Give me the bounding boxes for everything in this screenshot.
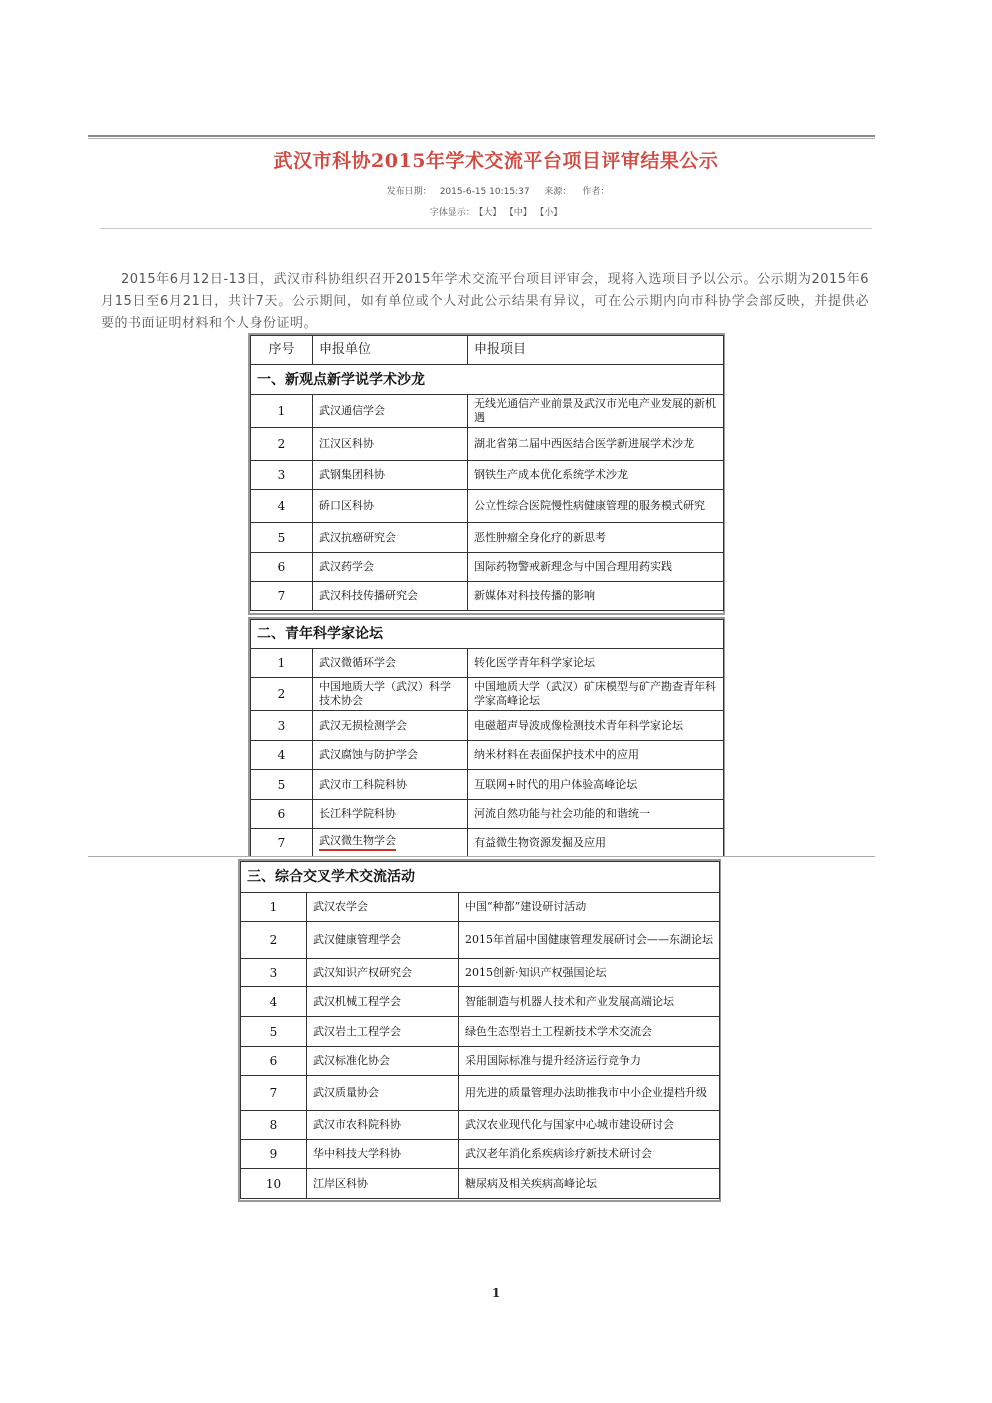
font-size-label: 字体显示： [429, 208, 475, 218]
results-table-part-2 [250, 619, 724, 857]
table-row [241, 922, 720, 959]
row-project: 互联网+时代的用户体验高峰论坛 [468, 770, 724, 800]
table-row [241, 1017, 720, 1047]
page-title: 武汉市科协2015年学术交流平台项目评审结果公示 [273, 150, 719, 172]
row-project: 国际药物警戒新理念与中国合理用药实践 [468, 553, 724, 582]
section-row [251, 620, 724, 649]
row-unit: 中国地质大学（武汉）科学技术协会 [313, 678, 468, 711]
row-project: 武汉老年消化系疾病诊疗新技术研讨会 [459, 1140, 720, 1169]
top-double-rule [88, 135, 875, 139]
row-unit: 武汉科技传播研究会 [313, 582, 468, 611]
row-no: 2 [251, 678, 313, 711]
row-no: 8 [241, 1111, 307, 1140]
row-project: 电磁超声导波成像检测技术青年科学家论坛 [468, 711, 724, 741]
row-no: 7 [241, 1076, 307, 1111]
page-number: 1 [491, 1286, 501, 1300]
row-no: 5 [251, 770, 313, 800]
row-no: 10 [241, 1169, 307, 1199]
row-no: 2 [251, 428, 313, 461]
row-project: 武汉农业现代化与国家中心城市建设研讨会 [459, 1111, 720, 1140]
row-unit: 武汉通信学会 [313, 395, 468, 428]
row-no: 4 [251, 741, 313, 770]
row-no: 4 [241, 987, 307, 1017]
font-large-link[interactable]: 【大】 [478, 208, 502, 218]
row-unit: 武汉市工科院科协 [313, 770, 468, 800]
section-title: 三、综合交叉学术交流活动 [241, 862, 720, 893]
row-unit: 武汉机械工程学会 [307, 987, 459, 1017]
table-row [241, 987, 720, 1017]
table-row [251, 582, 724, 611]
row-unit: 武汉标准化协会 [307, 1047, 459, 1076]
header-unit: 申报单位 [313, 336, 468, 365]
row-unit: 武汉知识产权研究会 [307, 959, 459, 987]
source-label: 来源： [544, 187, 572, 197]
row-unit: 武汉健康管理学会 [307, 922, 459, 959]
header-project: 申报项目 [468, 336, 724, 365]
row-project: 采用国际标准与提升经济运行竞争力 [459, 1047, 720, 1076]
row-no: 3 [251, 461, 313, 490]
row-no: 1 [241, 893, 307, 922]
row-no: 7 [251, 582, 313, 611]
row-project: 中国“种都”建设研讨活动 [459, 893, 720, 922]
row-project: 糖尿病及相关疾病高峰论坛 [459, 1169, 720, 1199]
table-row [241, 1047, 720, 1076]
row-project: 用先进的质量管理办法助推我市中小企业提档升级 [459, 1076, 720, 1111]
row-project: 纳米材料在表面保护技术中的应用 [468, 741, 724, 770]
row-no: 6 [251, 800, 313, 829]
table-row [241, 893, 720, 922]
table-row [251, 770, 724, 800]
row-unit: 江岸区科协 [307, 1169, 459, 1199]
row-unit: 武汉抗癌研究会 [313, 523, 468, 553]
row-unit: 武汉岩土工程学会 [307, 1017, 459, 1047]
row-unit: 硚口区科协 [313, 490, 468, 523]
publish-date: 2015-6-15 10:15:37 [439, 187, 530, 197]
row-project: 钢铁生产成本优化系统学术沙龙 [468, 461, 724, 490]
table-row [251, 428, 724, 461]
table-row [241, 1076, 720, 1111]
table-row [251, 829, 724, 857]
publish-label: 发布日期： [386, 187, 432, 197]
row-project: 绿色生态型岩土工程新技术学术交流会 [459, 1017, 720, 1047]
table-row [241, 1140, 720, 1169]
row-no: 6 [251, 553, 313, 582]
row-unit: 武汉无损检测学会 [313, 711, 468, 741]
table-row [241, 959, 720, 987]
row-project: 转化医学青年科学家论坛 [468, 649, 724, 678]
page-divider [88, 856, 875, 857]
section-title: 二、青年科学家论坛 [251, 620, 724, 649]
row-no: 3 [241, 959, 307, 987]
intro-paragraph: 2015年6月12日-13日，武汉市科协组织召开2015年学术交流平台项目评审会，现将入选项目予以公示。公示期为2015年6月15日至6月21日，共计7天。公示期间，如有单位或个人对此公示结果有异议，可在公示期内向市科协学会部反映，并提供必要的书面证明材料和个人身份证明。 [101, 272, 869, 331]
author-label: 作者： [582, 187, 610, 197]
header-no: 序号 [251, 336, 313, 365]
section-title: 一、新观点新学说学术沙龙 [251, 365, 724, 395]
row-no: 5 [251, 523, 313, 553]
row-unit: 武钢集团科协 [313, 461, 468, 490]
row-no: 6 [241, 1047, 307, 1076]
row-no: 1 [251, 649, 313, 678]
row-project: 无线光通信产业前景及武汉市光电产业发展的新机遇 [468, 395, 724, 428]
row-unit: 华中科技大学科协 [307, 1140, 459, 1169]
row-project: 河流自然功能与社会功能的和谐统一 [468, 800, 724, 829]
table-row [241, 1169, 720, 1199]
results-table-part-3 [240, 861, 720, 1199]
row-unit: 武汉农学会 [307, 893, 459, 922]
row-project: 2015年首届中国健康管理发展研讨会——东湖论坛 [459, 922, 720, 959]
table-row [251, 711, 724, 741]
publish-meta [0, 184, 992, 197]
row-unit: 江汉区科协 [313, 428, 468, 461]
row-unit: 长江科学院科协 [313, 800, 468, 829]
section-row [251, 365, 724, 395]
row-no: 5 [241, 1017, 307, 1047]
row-no: 3 [251, 711, 313, 741]
row-project: 2015创新·知识产权强国论坛 [459, 959, 720, 987]
table-row [241, 1111, 720, 1140]
row-unit: 武汉质量协会 [307, 1076, 459, 1111]
table-row [251, 490, 724, 523]
row-project: 湖北省第二届中西医结合医学新进展学术沙龙 [468, 428, 724, 461]
font-medium-link[interactable]: 【中】 [509, 208, 532, 218]
row-project: 有益微生物资源发掘及应用 [468, 829, 724, 857]
row-project: 公立性综合医院慢性病健康管理的服务模式研究 [468, 490, 724, 523]
table-header-row [251, 336, 724, 365]
font-size-options [0, 205, 992, 218]
row-no: 1 [251, 395, 313, 428]
meta-divider [100, 228, 872, 229]
font-small-link[interactable]: 【小】 [539, 208, 563, 218]
table-row [251, 523, 724, 553]
row-no: 7 [251, 829, 313, 857]
section-row [241, 862, 720, 893]
table-row [251, 800, 724, 829]
row-project: 智能制造与机器人技术和产业发展高端论坛 [459, 987, 720, 1017]
table-row [251, 395, 724, 428]
row-no: 4 [251, 490, 313, 523]
row-unit: 武汉市农科院科协 [307, 1111, 459, 1140]
row-no: 2 [241, 922, 307, 959]
table-row [251, 553, 724, 582]
row-project: 新媒体对科技传播的影响 [468, 582, 724, 611]
table-row [251, 461, 724, 490]
table-row [251, 649, 724, 678]
row-no: 9 [241, 1140, 307, 1169]
row-unit: 武汉腐蚀与防护学会 [313, 741, 468, 770]
row-project: 中国地质大学（武汉）矿床模型与矿产勘查青年科学家高峰论坛 [468, 678, 724, 711]
row-unit: 武汉药学会 [313, 553, 468, 582]
row-project: 恶性肿瘤全身化疗的新思考 [468, 523, 724, 553]
table-row [251, 741, 724, 770]
table-row [251, 678, 724, 711]
row-unit: 武汉微循环学会 [313, 649, 468, 678]
row-unit [313, 829, 468, 857]
highlighted-unit: 武汉微生物学会 [319, 834, 396, 851]
results-table-part-1 [250, 335, 724, 611]
